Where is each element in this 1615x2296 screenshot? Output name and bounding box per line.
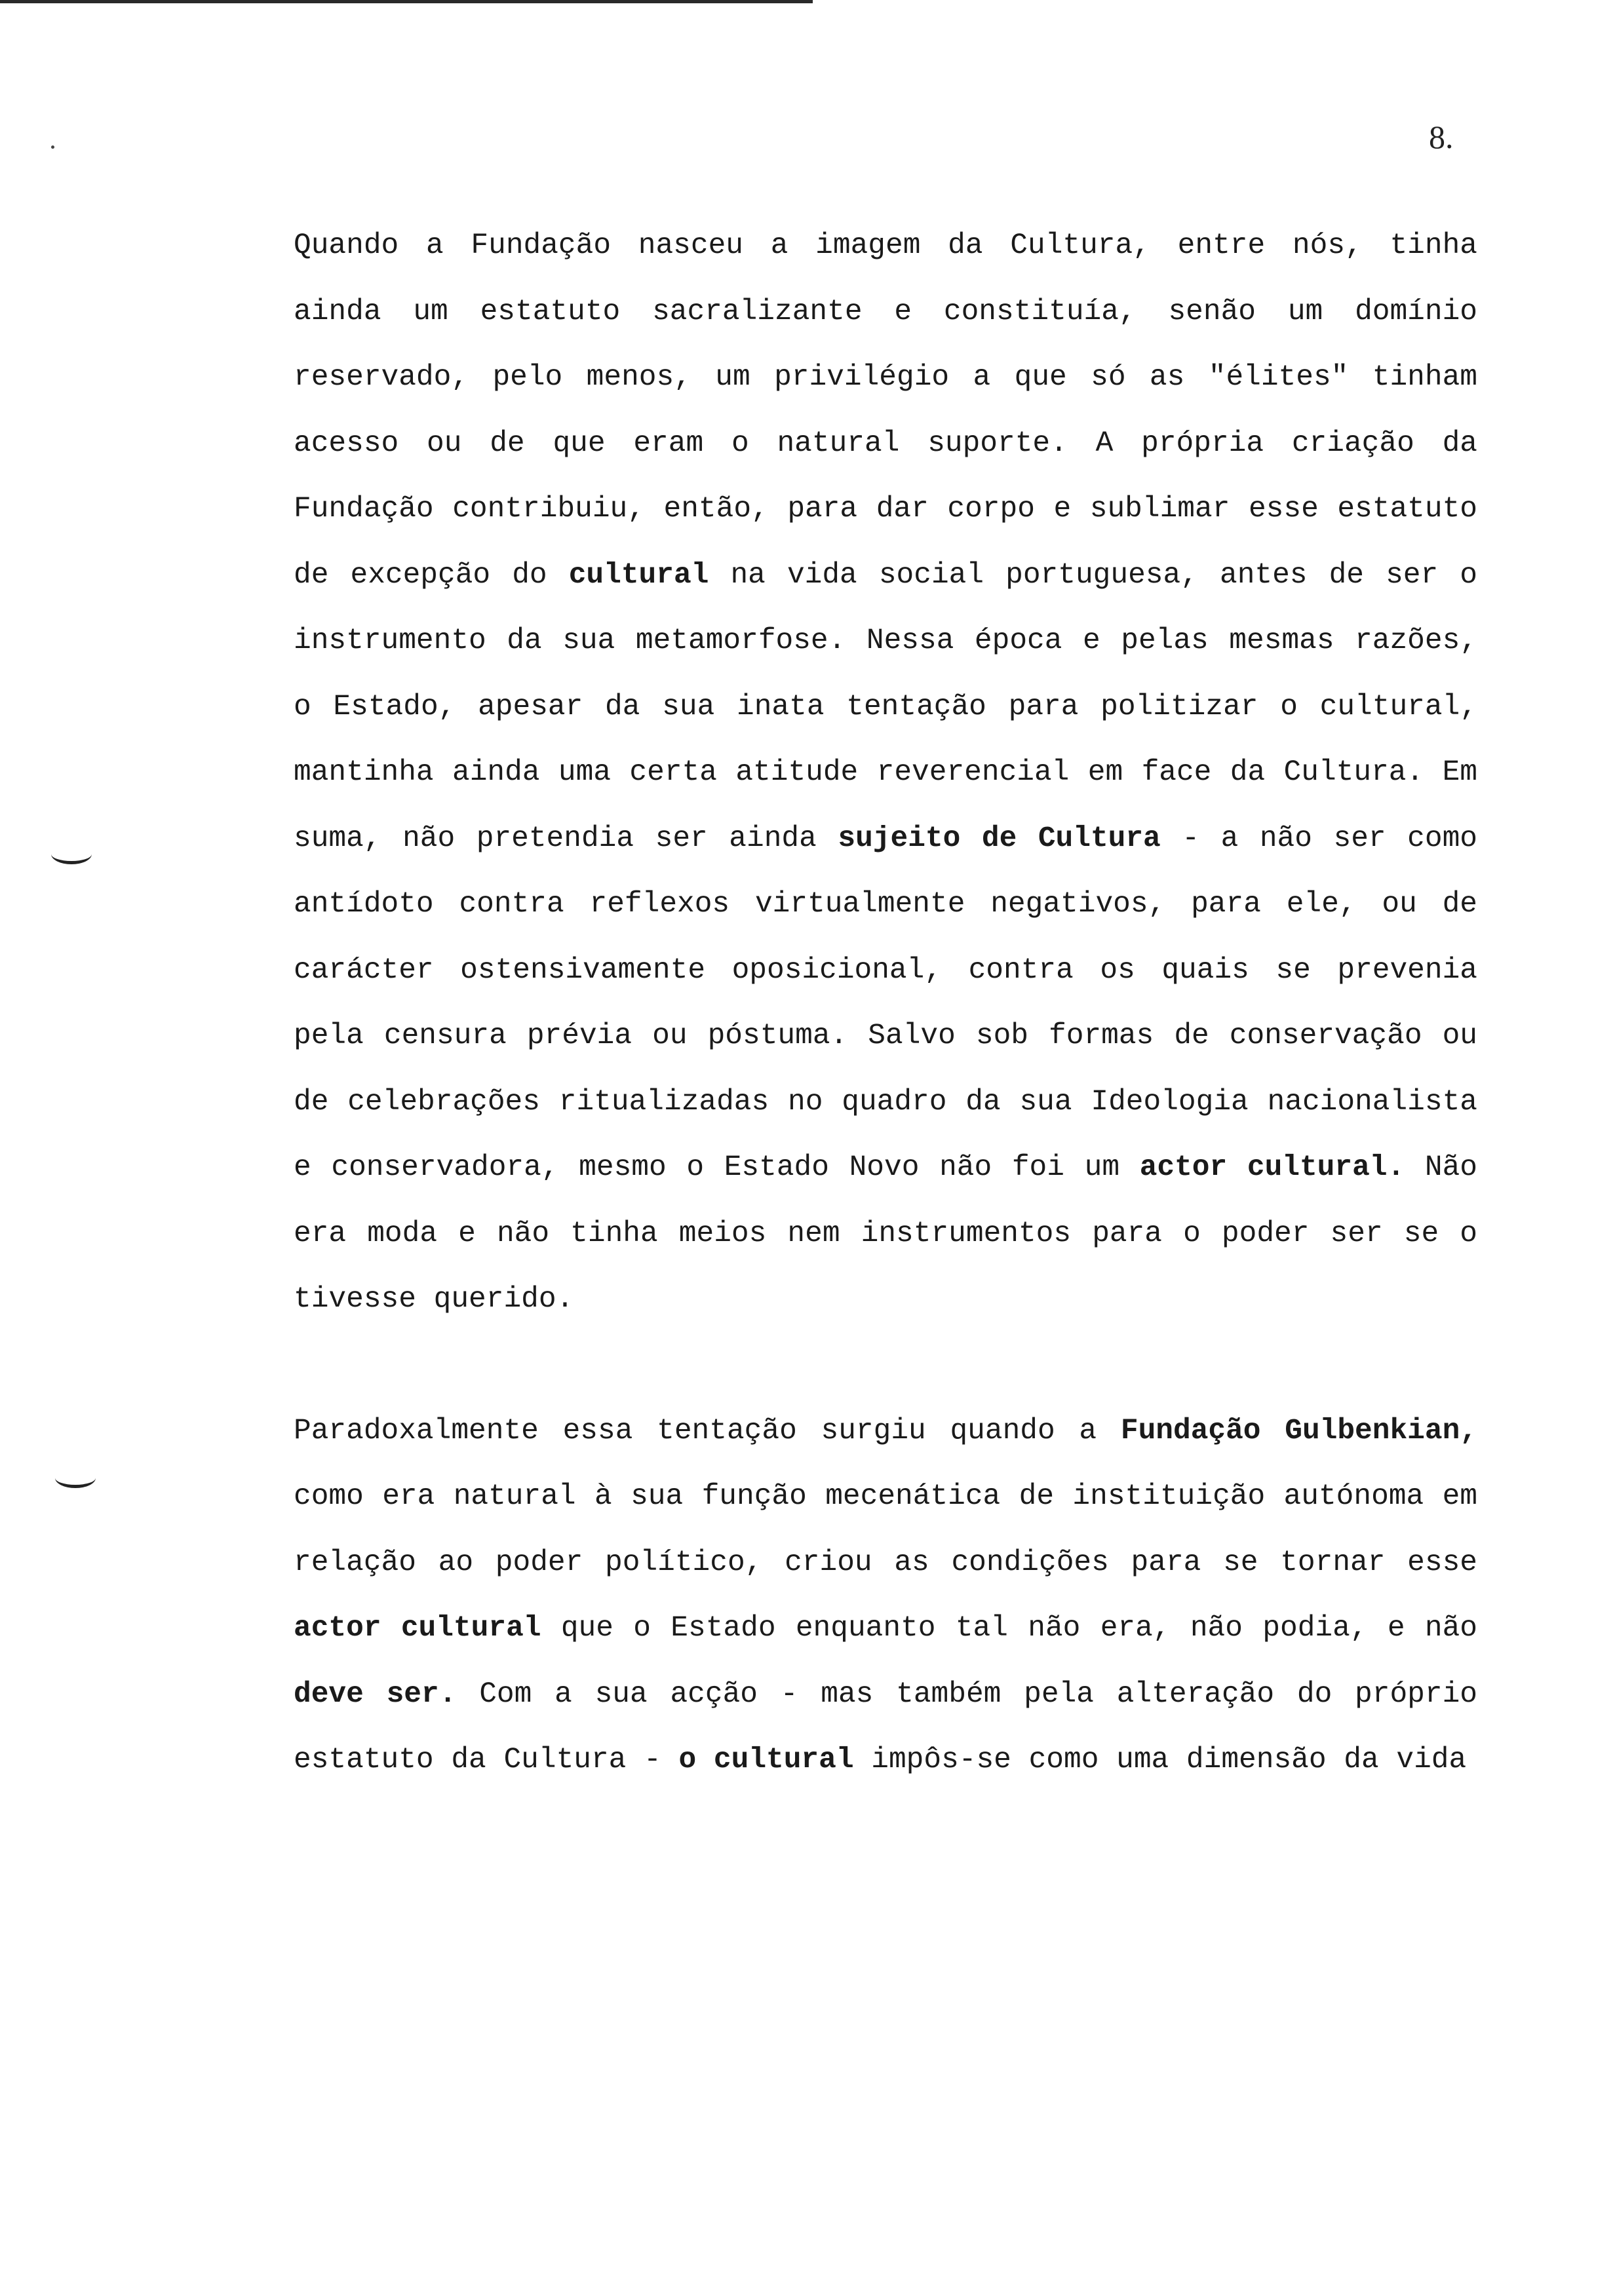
bold-term: actor cultural. [1139,1151,1405,1184]
bold-term: cultural [568,558,709,592]
bold-term: Fundação Gulbenkian, [1120,1414,1477,1447]
document-body [294,213,1477,1793]
text-run: Paradoxalmente essa tentação surgiu quando a [294,1414,1121,1447]
text-run: - a não ser como antídoto contra reflexos virtualmente negativos, para ele, ou de carácter ostensivamente oposicional, contra os quais se prevenia pela censura prévia ou póstuma. Salvo sob formas de conservação ou de celebrações ritualizadas no quadro da sua Ideologia nacionalista e conservadora, mesmo o Estado Novo não foi um [294,822,1477,1184]
text-run: como era natural à sua função mecenática de instituição autónoma em relação ao poder político, criou as condições para se tornar esse [294,1480,1477,1579]
page-number: 8. [1429,119,1454,155]
text-run: Não era moda e não tinha meios nem instrumentos para o poder ser se o tivesse querido. [294,1151,1477,1316]
scan-speck [51,145,54,149]
bold-term: deve ser. [294,1677,457,1711]
text-run: impôs-se como uma dimensão da vida [853,1744,1467,1776]
text-run: que o Estado enquanto tal não era, não podia, e não [541,1612,1477,1645]
text-run: Quando a Fundação nasceu a imagem da Cultura, entre nós, tinha ainda um estatuto sacralizante e constituía, senão um domínio reservado, pelo menos, um privilégio a que só as "élites" tinham acesso ou de que eram o natural suporte. A própria criação da Fundação contribuiu, então, para dar corpo e sublimar esse estatuto de excepção do [294,229,1477,592]
text-run: na vida social portuguesa, antes de ser o instrumento da sua metamorfose. Nessa época e pelas mesmas razões, o Estado, apesar da sua inata tentação para politizar o cultural, mantinha ainda uma certa atitude reverencial em face da Cultura. Em suma, não pretendia ser ainda [294,558,1477,855]
bold-term: actor cultural [294,1612,541,1645]
bold-term: sujeito de Cultura [838,822,1161,855]
margin-binding-mark [55,1468,96,1488]
margin-binding-mark [51,844,92,864]
paragraph-1 [294,213,1477,1333]
paragraph-2 [294,1398,1477,1793]
bold-term: o cultural [678,1744,854,1776]
top-edge-rule [0,0,813,3]
text-run: Com a sua acção - mas também pela alteração do próprio estatuto da Cultura - [294,1677,1477,1776]
